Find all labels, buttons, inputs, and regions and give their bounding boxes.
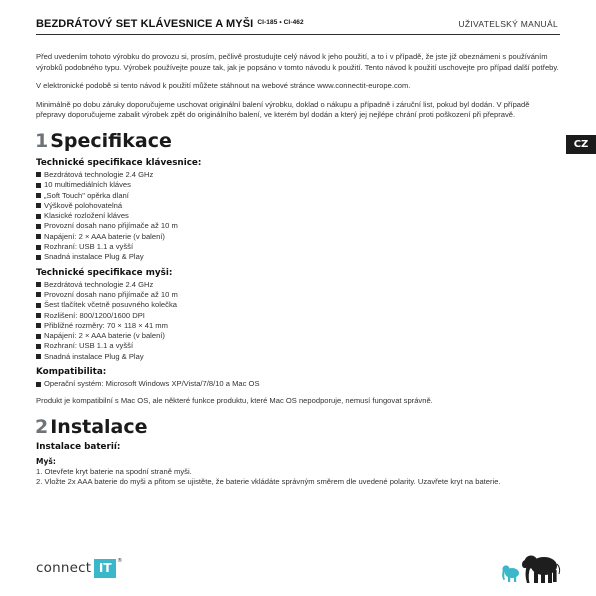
spec-item-text: Operační systém: Microsoft Windows XP/Vista/7/8/10 a Mac OS — [44, 379, 260, 389]
section-title: Specifikace — [50, 129, 172, 152]
intro-paragraph: Před uvedením tohoto výrobku do provozu si, prosím, pečlivě prostudujte celý návod k jeho použití, a to i v případě, že jste již obeznámeni s používáním výrobků podobného typu. Výrobek používejte pouze tak, jak je popsáno v tomto návodu k použití. Tento návod k použití uschovejte pro případ další potřeby. — [36, 52, 559, 72]
spec-item-text: „Soft Touch" opěrka dlaní — [44, 190, 129, 200]
spec-item-text: Rozhraní: USB 1.1 a vyšší — [44, 341, 134, 351]
section-number: 1 — [35, 129, 49, 152]
bullet-square-icon — [36, 203, 41, 208]
spec-item-text: Rozlišení: 800/1200/1600 DPI — [44, 310, 145, 320]
install-step: 1. Otevřete kryt baterie na spodní straně myši. — [36, 466, 192, 476]
spec-item — [36, 280, 561, 290]
bullet-square-icon — [36, 172, 41, 177]
spec-item — [36, 221, 561, 231]
spec-item — [36, 252, 561, 262]
spec-item — [36, 290, 561, 300]
spec-item — [36, 300, 561, 310]
spec-item-text: Bezdrátová technologie 2.4 GHz — [44, 169, 154, 179]
mouse-specs-heading: Technické specifikace myši: — [36, 267, 173, 278]
bullet-square-icon — [36, 255, 41, 260]
spec-item-text: Šest tlačítek včetně posuvného kolečka — [44, 300, 177, 310]
spec-item-text: Přibližné rozměry: 70 × 118 × 41 mm — [44, 320, 168, 330]
elephants-icon — [500, 550, 564, 586]
spec-item — [36, 211, 561, 221]
keyboard-specs-list — [36, 170, 561, 263]
bullet-square-icon — [36, 282, 41, 287]
spec-item-text: Provozní dosah nano přijímače až 10 m — [44, 221, 178, 231]
spec-item — [36, 201, 561, 211]
bullet-square-icon — [36, 183, 41, 188]
section-heading-specifikace — [35, 129, 561, 153]
spec-item — [36, 321, 561, 331]
spec-item-text: Klasické rozložení kláves — [44, 211, 129, 221]
spec-item-text: 10 multimediálních kláves — [44, 180, 131, 190]
spec-item — [36, 311, 561, 321]
spec-item-text: Snadná instalace Plug & Play — [44, 351, 144, 361]
spec-item-text: Výškově polohovatelná — [44, 200, 123, 210]
spec-item — [36, 191, 561, 201]
language-tab-cz: CZ — [566, 135, 596, 154]
spec-item — [36, 352, 561, 362]
logo-registered-mark: ® — [117, 558, 123, 564]
bullet-square-icon — [36, 292, 41, 297]
manual-label: UŽIVATELSKÝ MANUÁL — [458, 19, 558, 29]
bullet-square-icon — [36, 354, 41, 359]
document-body — [36, 52, 561, 488]
install-steps — [36, 467, 561, 488]
spec-item — [36, 331, 561, 341]
spec-item-text: Rozhraní: USB 1.1 a vyšší — [44, 242, 134, 252]
intro-paragraph: V elektronické podobě si tento návod k použití můžete stáhnout na webové stránce www.connectit-europe.com. — [36, 81, 411, 91]
title-text: BEZDRÁTOVÝ SET KLÁVESNICE A MYŠI — [36, 18, 254, 30]
spec-item-text: Bezdrátová technologie 2.4 GHz — [44, 279, 154, 289]
bullet-square-icon — [36, 334, 41, 339]
section-heading-instalace — [35, 415, 561, 439]
connect-it-logo — [36, 558, 122, 580]
spec-item — [36, 232, 561, 242]
compatibility-list — [36, 379, 561, 389]
bullet-square-icon — [36, 313, 41, 318]
bullet-square-icon — [36, 193, 41, 198]
spec-item-text: Napájení: 2 × AAA baterie (v balení) — [44, 231, 165, 241]
spec-item — [36, 341, 561, 351]
install-step: 2. Vložte 2x AAA baterie do myši a přitom se ujistěte, že baterie vkládáte správným směrem dle uvedené polarity. Uzavřete kryt na baterie. — [36, 477, 501, 487]
mouse-specs-list — [36, 280, 561, 362]
logo-it-box: IT — [94, 559, 116, 578]
spec-item — [36, 180, 561, 190]
spec-item — [36, 170, 561, 180]
document-title — [36, 18, 304, 30]
model-numbers: CI-185 • CI-462 — [257, 19, 304, 26]
compatibility-heading: Kompatibilita: — [36, 367, 107, 378]
section-title: Instalace — [50, 415, 148, 438]
mouse-label: Myš: — [36, 456, 56, 466]
bullet-square-icon — [36, 245, 41, 250]
bullet-square-icon — [36, 344, 41, 349]
large-elephant-icon — [522, 556, 560, 584]
spec-item-text: Napájení: 2 × AAA baterie (v balení) — [44, 331, 165, 341]
keyboard-specs-heading: Technické specifikace klávesnice: — [36, 157, 202, 168]
spec-item-text: Snadná instalace Plug & Play — [44, 252, 144, 262]
logo-wordmark: connect — [36, 560, 92, 576]
bullet-square-icon — [36, 214, 41, 219]
spec-item — [36, 379, 561, 389]
page-header — [36, 18, 560, 34]
intro-paragraph: Minimálně po dobu záruky doporučujeme uschovat originální balení výrobku, doklad o nákupu a případně i záruční list, pokud byl dodán. V případě přepravy doporučujeme zabalit výrobek zpět do originálního balení, ve kterém byl dodán a který jej nejlépe chrání proti poškození při přepravě. — [36, 99, 530, 120]
bullet-square-icon — [36, 323, 41, 328]
bullet-square-icon — [36, 382, 41, 387]
small-elephant-icon — [502, 565, 519, 582]
spec-item-text: Provozní dosah nano přijímače až 10 m — [44, 289, 178, 299]
spec-item — [36, 242, 561, 252]
section-number: 2 — [35, 415, 49, 438]
header-divider — [36, 34, 560, 35]
battery-install-heading: Instalace baterií: — [36, 441, 121, 452]
bullet-square-icon — [36, 234, 41, 239]
compatibility-note: Produkt je kompatibilní s Mac OS, ale některé funkce produktu, které Mac OS nepodporuje, nemusí fungovat správně. — [36, 396, 433, 406]
bullet-square-icon — [36, 224, 41, 229]
bullet-square-icon — [36, 303, 41, 308]
